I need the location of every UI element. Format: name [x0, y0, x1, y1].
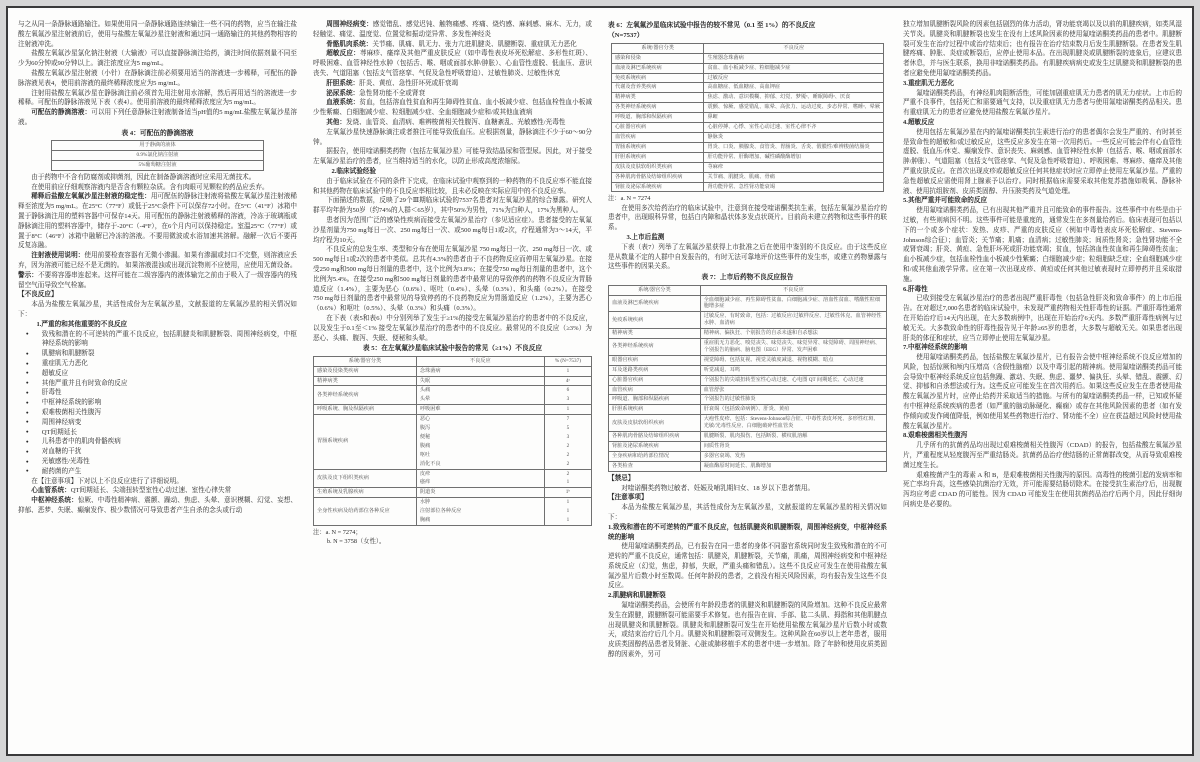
- category-cell: 心脏器官疾病: [609, 375, 701, 385]
- bullet-item: [18, 330, 297, 350]
- category-cell: 呼吸道、胸部和纵隔疾病: [611, 113, 704, 123]
- bullet-item: [18, 408, 297, 418]
- bullet-text: 致残和潜在的不可逆转的严重不良反应，包括肌腱炎和肌腱断裂、周围神经病变，中枢神经系统的影响: [41, 330, 297, 348]
- reaction-cell: 听觉减退、耳鸣: [700, 365, 886, 375]
- reaction-cell: 水肿: [416, 498, 544, 507]
- bullet-text: 重症肌无力恶化: [41, 360, 88, 368]
- reaction-cell: 关节痛、肌腱炎、肌痛、骨痛: [704, 172, 884, 182]
- percent-cell: 1: [544, 405, 591, 415]
- reaction-cell: 血管舒张: [700, 385, 886, 395]
- bullet-icon: ●: [25, 429, 29, 435]
- section-heading: 【注意事项】: [608, 494, 648, 502]
- bullet-text: 中枢神经系统的影响: [41, 399, 102, 407]
- table-note: 注：a. N = 7274；: [313, 529, 362, 537]
- bullet-text: 超敏反应: [41, 369, 69, 377]
- reaction-cell: 胃炎、口炎、胰腺炎、食管炎、胃肠炎、舌炎、假膜性/难辨梭菌结肠炎: [704, 142, 884, 152]
- bullet-text: 光敏感性/光毒性: [41, 458, 90, 465]
- bullet-item: [18, 349, 297, 359]
- column-header: 不良反应: [416, 356, 544, 366]
- section-heading: 【不良反应】: [18, 291, 58, 299]
- bullet-icon: ●: [25, 438, 29, 444]
- reaction-cell: 肌腱断裂、肌肉损伤、包括断裂、横纹肌溶解: [700, 432, 886, 442]
- column-layout: [8, 8, 1192, 754]
- category-cell: 耳及迷路类疾病: [609, 365, 701, 375]
- bullet-icon: ●: [25, 419, 29, 425]
- bullet-text: 艰难梭菌相关性腹泻: [41, 409, 102, 417]
- reaction-cell: 个别报告的尖端扭转型室性心动过速、心电图 QT 间期延长、心动过速: [700, 375, 886, 385]
- table-cell: 0.9%氯化钠注射液: [52, 151, 263, 161]
- reaction-cell: 全血细胞减少症、再生障碍性贫血、白细胞减少症、溶血性贫血、嗜酸性粒细胞增多症: [700, 295, 886, 312]
- paragraph-text: 与之从同一条静脉通路输注。如果使用同一条静脉通路连续输注一些不同的药物，应当在输注盐酸左氧氟沙星注射液前后，使用与盐酸左氧氟沙星注射液和通过同一通路输注的其他药物相容的注射液冲洗。: [18, 21, 297, 48]
- paragraph: [313, 314, 592, 343]
- column-1: [18, 20, 297, 754]
- reaction-cell: 阴道炎: [416, 488, 544, 498]
- paragraph: [18, 49, 297, 69]
- reaction-cell: 生殖器念珠菌病: [704, 53, 884, 63]
- percent-cell: 1: [544, 507, 591, 516]
- reaction-cell: 精神病、偏执狂、个别报告的自杀未遂和自杀想法: [700, 329, 886, 339]
- section-heading: 2.肌腱病和肌腱断裂: [608, 592, 666, 600]
- reaction-cell: 焦虑、激动、意识模糊、抑郁、幻觉、梦魇ᵃ、睡眠障碍ᵃ、厌食: [704, 93, 884, 103]
- bullet-icon: ●: [25, 370, 29, 376]
- reaction-cell: 头晕: [416, 395, 544, 404]
- paragraph: [903, 441, 1182, 470]
- drug-insert-page: [6, 6, 1194, 756]
- reaction-cell: 呼吸困难: [416, 405, 544, 415]
- paragraph: [903, 206, 1182, 284]
- paragraph: [18, 300, 297, 320]
- column-header: 系统/器官分类: [314, 356, 417, 366]
- category-cell: 生殖系统及乳腺疾病: [314, 488, 417, 498]
- paragraph: [313, 49, 592, 78]
- paragraph-text: 使用氟喹诺酮类药品，已有报告在同一患者的身体不同器官系统同时发生致残和潜在的不可逆转的严重不良反应，通常包括：肌腱炎，肌腱断裂，关节痛，肌痛，周围神经病变和中枢神经系统反应（幻觉，焦虑，抑郁，失眠，严重头痛和错乱）。这些不良反应可发生在使用盐酸左氧氟沙星片后数小时至数周。任何年龄段的患者，之前没有相关风险因素，均有报告发生这些不良反应。: [608, 543, 887, 590]
- column-2: [313, 20, 592, 754]
- percent-cell: 1: [544, 498, 591, 507]
- paragraph: [903, 471, 1182, 510]
- bullet-icon: ●: [25, 350, 29, 356]
- section-heading: 8.艰难梭菌相关性腹泻: [903, 432, 968, 440]
- bullet-text: 其他严重并且有时致命的反应: [41, 379, 128, 387]
- paragraph-text: 盐酸左氧氟沙星注射液（小针）在静脉滴注前必须要用适当的溶液进一步稀释，可配伍的静脉溶液见表4，使用前溶液的最终稀释浓度应为5 mg/mL。: [18, 69, 297, 87]
- reaction-cell: 鼻衄: [704, 113, 884, 123]
- category-cell: 精神病类: [314, 376, 417, 386]
- paragraph-text: 使用前要检查容器有无微小渗漏。如果有渗漏或封口不完整，则溶液应丢弃，因为溶液可能已经不是无菌的。 如果溶液混浊或出现沉淀物则不应使用，应使用无菌设备。: [18, 252, 298, 270]
- bullet-text: 肌腱病和肌腱断裂: [41, 350, 95, 358]
- bullet-text: 肝毒性: [41, 389, 62, 397]
- bullet-text: 对血糖的干扰: [41, 448, 82, 456]
- table-block: [608, 273, 887, 472]
- paragraph-text: 氟喹诺酮类药品，会使所有年龄段患者的肌腱炎和肌腱断裂的风险增加。这种不良反应最常发生在跟腱，跟腱断裂可能需要手术修复。也有报告在肩、手部、肱二头肌、拇指和其他肌腱点出现肌腱炎和肌腱断裂。肌腱炎和肌腱断裂可发生在开始使用盐酸左氧氟沙星片后数小时或数天，或结束治疗后几个月。肌腱炎和肌腱断裂可双侧发生。这种风险在60岁以上老年患者，服用皮质类固醇药品患者及肾脏、心脏或肺移植手术的患者中进一步增加。除了年龄和使用皮质类固醇的因素外，另可: [608, 602, 887, 659]
- paragraph-text: 独立增加肌腱断裂风险的因素包括剧烈的体力活动，肾功能衰竭以及以前的肌腱疾病，如类风湿关节炎。肌腱炎和肌腱断裂也发生在没有上述风险因素的使用氟喹诺酮类药品的患者中。肌腱断裂可发生在治疗过程中或治疗结束后；也有报告在治疗结束数月后发生肌腱断裂。在患者发生肌腱疼痛、肿胀、炎症或断裂后，应停止使用本品。在出现肌腱炎或肌腱断裂的迹象后，应建议患者休息，并与医生联系，换用非喹诺酮类药品。有肌腱疾病病史或发生过肌腱炎和肌腱断裂的患者应避免使用氟喹诺酮类药品。: [903, 21, 1182, 77]
- reaction-cell: 肾功能异常、急性肾功能衰竭: [704, 182, 884, 192]
- reaction-cell: 消化不良: [416, 460, 544, 469]
- category-cell: 全身性疾病及给药部位各种反应: [314, 498, 417, 526]
- table-cell: 5%葡萄糖注射液: [52, 160, 263, 170]
- section-heading: 5.其他严重并可能致命的反应: [903, 197, 988, 205]
- paragraph: [313, 20, 592, 40]
- percent-cell: 2: [544, 451, 591, 460]
- paragraph-lead: 警示：: [18, 271, 38, 279]
- reaction-cell: 便秘: [416, 433, 544, 442]
- paragraph-text: 使用氟喹诺酮类药品，包括盐酸左氧氟沙星片，已有报告会使中枢神经系统不良反应增加的风险，包括惊厥和颅内压增高（含假性脑瘤）以及中毒引起的精神病。使用氟喹诺酮类药品可能会导致中枢神经系统反应包括焦躁、激动、失眠、焦虑、噩梦、偏执狂、头晕、错乱、震颤、幻觉、抑郁和自杀想法或行为。这些反应可能发生在首次用药后。如果这些反应发生在患者使用盐酸左氧氟沙星片时，应停止给药并采取适当的措施。与所有的氟喹诺酮类药品一样，已知或怀疑有中枢神经系统疾病的患者（如严重的脑动脉硬化、癫痫）或存在其他风险因素的患者（如有发作倾向或发作阈值降低，例如使用某些药物进行治疗、肾功能不全）应在获益超过风险时使用盐酸左氧氟沙星片。: [903, 354, 1182, 430]
- paragraph-text: 惊厥、中毒性精神病、震颤、躁动、焦虑、头晕、意识模糊、幻觉、妄想、抑郁、恶梦、失眠、癫痫发作、极少数情况可导致患者产生自杀的念头或行动: [18, 497, 298, 514]
- paragraph-lead: 中枢神经系统：: [31, 497, 78, 505]
- percent-cell: 4ᵃ: [544, 376, 591, 386]
- bullet-icon: ●: [25, 468, 29, 474]
- reaction-cell: 腹泻: [416, 424, 544, 433]
- paragraph: [903, 353, 1182, 431]
- category-cell: 各类检查: [609, 461, 701, 471]
- column-4: [903, 20, 1182, 754]
- bullet-icon: ●: [25, 458, 29, 464]
- section-heading: 6.肝毒性: [903, 285, 928, 293]
- reaction-cell: 视觉障碍、包括复视、视觉灵敏度减退、视物模糊、暗点: [700, 355, 886, 365]
- paragraph-text: 左氧氟沙星快速静脉滴注或者推注可能导致低血压。应根据剂量，静脉滴注不少于60～90分钟。: [313, 128, 592, 146]
- percent-cell: 1: [544, 516, 591, 525]
- paragraph-text: 本品为盐酸左氧氟沙星，其活性成份为左氧氟沙星，文献报道的左氧氟沙星的相关情况如下：: [18, 301, 297, 319]
- category-cell: 各类神经系统疾病: [314, 386, 417, 405]
- table-note: b. N = 3758（女性）。: [326, 538, 386, 546]
- paragraph: [313, 118, 592, 128]
- column-header: 不良反应: [704, 43, 884, 53]
- category-cell: 感染和侵染: [611, 53, 704, 63]
- category-cell: 皮肤及皮肤软组织类疾病: [611, 162, 704, 172]
- paragraph-text: 关节痛、肌痛、肌无力、张力亢进肌腱炎、肌腱断裂、重症肌无力恶化: [372, 40, 577, 48]
- table-caption-line2: （N=7537）: [608, 32, 644, 40]
- category-cell: 血液及淋巴系统疾病: [611, 63, 704, 73]
- reaction-cell: 心脏停搏、心悸、室性心动过速、室性心律不齐: [704, 123, 884, 133]
- paragraph-lead: 超敏反应：: [326, 50, 360, 58]
- data-table: [611, 43, 884, 193]
- paragraph-lead: 可配伍的静滴溶液：: [31, 109, 92, 117]
- paragraph: [313, 89, 592, 99]
- table-caption: 表 5：在左氧氟沙星临床试验中报告的常见（≥1%）不良反应: [362, 345, 543, 353]
- paragraph: [313, 177, 592, 197]
- reaction-cell: 腹痛: [416, 442, 544, 451]
- paragraph-text: 在使用多次给药治疗的临床试验中，注意到在接受喹诺酮类抗生素，包括左氧氟沙星治疗的患者中，出现眼科异常，包括白内障和晶状体多发点状斑片。目前尚未建立药物和这些事件的联系。: [608, 204, 887, 232]
- bullet-item: [18, 437, 297, 447]
- paragraph: [313, 98, 592, 118]
- section-heading: 【禁忌】: [608, 474, 635, 482]
- paragraph: [608, 503, 887, 523]
- reaction-cell: 瘙痒: [416, 478, 544, 487]
- column-header: 不良反应: [700, 285, 886, 295]
- reaction-cell: 胸痛: [416, 516, 544, 525]
- bullet-item: [18, 388, 297, 398]
- reaction-cell: 失眠: [416, 376, 544, 386]
- paragraph: [608, 601, 887, 660]
- category-cell: 肾脏及泌尿系统疾病: [609, 442, 701, 452]
- paragraph-text: 在使用前应仔细观察溶液内是否含有颗粒杂质。含有肉眼可见颗粒的药品应丢弃。: [31, 183, 269, 191]
- paragraph: [903, 294, 1182, 343]
- category-cell: 胃肠系统疾病: [611, 142, 704, 152]
- bullet-item: [18, 359, 297, 369]
- paragraph-text: 下面描述的数据，反映了29个Ⅲ期临床试验的7537名患者对左氧氟沙星的综合暴露。研究人群平均年龄为50岁（约74%的人群＜65岁），其中50%为男性，71%为白种人，17%为黑种人。: [313, 197, 592, 215]
- paragraph-lead: 血液系统：: [326, 99, 360, 107]
- bullet-icon: ●: [25, 409, 29, 415]
- paragraph-lead: 稀释后盐酸左氧氟沙星注射液的稳定性：: [31, 193, 151, 201]
- reaction-cell: 贫血、血小板减少症、粒细胞减少症: [704, 63, 884, 73]
- category-cell: 各类神经系统疾病: [611, 103, 704, 113]
- table-caption: 表 6：左氧氟沙星临床试验中报告的较不常见（0.1 至 1%）的不良反应: [608, 22, 816, 29]
- paragraph: [608, 542, 887, 591]
- paragraph: [18, 496, 297, 516]
- bullet-item: [18, 418, 297, 428]
- paragraph-text: 盐酸左氧氟沙星氯化钠注射液（大输液）可以直接静脉滴注给药，滴注时间依据剂量不同至少为60分钟或90分钟以上。滴注浓度应为5 mg/mL。: [18, 50, 297, 68]
- category-cell: 血管疾病: [609, 385, 701, 395]
- category-cell: 血管疾病: [611, 132, 704, 142]
- bullet-icon: ●: [25, 399, 29, 405]
- category-cell: 呼吸系统、胸及纵隔疾病: [314, 405, 417, 415]
- paragraph: [608, 204, 887, 233]
- bullet-icon: ●: [25, 331, 29, 337]
- paragraph-text: 由于临床试验在不同的条件下完成，在临床试验中观察到的一种药物的不良反应率不能直接和其他药物在临床试验中的不良反应率相比较，且未必反映在实际应用中的不良反应率。: [313, 177, 592, 195]
- category-cell: 眼器官疾病: [609, 355, 701, 365]
- category-cell: 皮肤及皮下组织类疾病: [314, 469, 417, 488]
- bullet-icon: ●: [25, 380, 29, 386]
- reaction-cell: 头痛: [416, 386, 544, 395]
- paragraph: [903, 20, 1182, 79]
- bullet-text: 周围神经病变: [41, 418, 82, 426]
- paragraph: [313, 147, 592, 167]
- percent-cell: 3: [544, 395, 591, 404]
- paragraph-text: 几乎所有的抗菌药品均出现过艰难梭菌相关性腹泻（CDAD）的报告，包括盐酸左氧氟沙星片，严重程度从轻度腹泻至严重结肠炎。抗菌药品治疗使结肠的正常菌群改变，从而导致艰难梭菌过度生长。: [903, 442, 1182, 469]
- paragraph-text: 贫血，包括溶血性贫血和再生障碍性贫血、血小板减少症、包括血栓性血小板减少性紫癜、白细胞减少症、粒细胞减少症、全血细胞减少症和/或其他血液病: [313, 99, 592, 117]
- paragraph: [18, 89, 297, 109]
- paragraph: [608, 243, 887, 272]
- paragraph-lead: 心血管系统：: [31, 487, 71, 495]
- table-block: [313, 344, 592, 526]
- section-heading: 7.中枢神经系统的影响: [903, 344, 968, 352]
- category-cell: 胃肠系统疾病: [314, 415, 417, 469]
- category-cell: 皮肤及皮肤软组织疾病: [609, 415, 701, 432]
- percent-cell: 6: [544, 386, 591, 395]
- paragraph: [18, 486, 297, 496]
- reaction-cell: 多器官衰竭、发热: [700, 451, 886, 461]
- section-heading: 2.临床试验经验: [331, 167, 376, 175]
- reaction-cell: 间质性肾炎: [700, 442, 886, 452]
- section-heading: 1.致残和潜在的不可逆转的严重不良反应，包括肌腱炎和肌腱断裂，周围神经病变，中枢神经系统的影响: [608, 523, 887, 541]
- paragraph: [608, 484, 887, 494]
- percent-cell: 1ᵇ: [544, 488, 591, 498]
- percent-cell: 1: [544, 478, 591, 487]
- category-cell: 精神病类: [609, 329, 701, 339]
- reaction-cell: 过敏反应、有时致命，包括：过敏反应/过敏样反应、过敏性休克、血管神经性水肿、血清病: [700, 312, 886, 329]
- bullet-item: [18, 398, 297, 408]
- paragraph-text: 不良反应的总发生率、类型和分布在使用左氧氟沙星 750 mg每日一次、250 mg每日一次、或500 mg每日1或2次的患者中类似。总共有4.3%的患者由于不良药物反应而停用左氧氟沙星。在接受250 mg和500 mg每日剂量的患者中，这个比例为3.8%；在接受750 mg每日剂量的患者中，这个比例为5.4%。在接受250 mg和500 mg每日剂量的患者中最常见的导致停药的药物不良反应为胃肠道反应（1.4%），主要为恶心（0.6%）、呕吐（0.4%）、头晕（0.3%）、和头痛（0.2%）。在接受750 mg每日剂量的患者中最常见的导致停药的不良药物反应为胃肠道反应（1.2%），主要为恶心（0.6%）和呕吐（0.5%）、头晕（0.3%）和头痛（0.3%）。: [313, 246, 592, 313]
- paragraph: [18, 20, 297, 49]
- reaction-cell: 肝功能异常、肝酶增加、碱性磷酸酶增加: [704, 152, 884, 162]
- category-cell: 免疫系统疾病: [611, 73, 704, 83]
- reaction-cell: 念珠菌病: [416, 366, 544, 376]
- data-table: [608, 285, 887, 472]
- table-caption: 表 7：上市后药物不良反应报告: [701, 274, 794, 282]
- category-cell: 呼吸道、胸部和纵隔疾病: [609, 395, 701, 405]
- category-cell: 各类神经系统疾病: [609, 339, 701, 356]
- paragraph: [903, 89, 1182, 118]
- paragraph-text: 用可配伍的静脉注射液将盐酸左氧氟沙星注射液稀释至浓度为5 mg/mL。在25°C（77°F）或低于25°C条件下可以保存72小时。在5°C（41°F）冰箱中置于静脉滴注用的塑料容器中可保存14天。用可配伍的静脉注射液稀释的溶液，冷冻于玻璃瓶或静脉滴注用的塑料容器中，储存于-20°C（-4°F），在6个月内可以保持稳定。室温25°C（77°F）或置于8°C（46°F）冰箱中融解已冷冻的溶液。不要用微波或水浴加速其溶解。融解一次后不要再反复冻融。: [18, 193, 298, 250]
- percent-cell: 5: [544, 424, 591, 433]
- paragraph: [18, 183, 297, 193]
- paragraph-text: 已收到接受左氧氟沙星治疗的患者出现严重肝毒性（包括急性肝炎和致命事件）的上市后报告。在对超过7,000名患者的临床试验中，未发现严重药物相关性肝毒性的证据。严重肝毒性通常在开始治疗后14天内出现，在大多数病例中，出现在开始治疗6天内。多数严重肝毒性病例与过敏无关。大多数致命性的肝毒性报告见于年龄≥65岁的患者，大多数与超敏无关。如果患者出现肝炎的体征和症状，应当立即停止使用左氧氟沙星。: [903, 295, 1182, 342]
- bullet-item: [18, 428, 297, 438]
- category-cell: 肝胆系统疾病: [611, 152, 704, 162]
- column-header: 系统/器官分类: [609, 285, 701, 295]
- data-table: [313, 356, 592, 526]
- percent-cell: 7: [544, 415, 591, 424]
- paragraph-text: 急性肾功能不全或肾衰: [359, 89, 426, 97]
- category-cell: 免疫系统疾病: [609, 312, 701, 329]
- bullet-item: [18, 447, 297, 457]
- bullet-item: [18, 467, 297, 477]
- paragraph: [18, 192, 297, 251]
- paragraph-text: 荨麻疹、瘙痒及其他严重皮肤反应（如中毒性表皮坏死松解症、多形性红斑）、呼吸困难、血管神经性水肿（包括舌、喉、咽或面部水肿/肿胀）、心血管性虚脱、低血压、意识丧失、气道阻塞（包括支气管痉挛、气促及急性呼吸窘迫）、过敏性肺炎、过敏性休克: [313, 50, 592, 77]
- category-cell: 肾脏及泌尿系统疾病: [611, 182, 704, 192]
- data-table: [51, 140, 263, 171]
- column-3: [608, 20, 887, 754]
- paragraph: [313, 40, 592, 50]
- paragraph-text: 在【注意事项】下对以上不良反应进行了详细说明。: [31, 477, 183, 485]
- paragraph-text: 本品为盐酸左氧氟沙星，其活性成份为左氧氟沙星，文献报道的左氧氟沙星的相关情况如下：: [608, 504, 887, 521]
- reaction-cell: 高血糖症、低血糖症、高血钾症: [704, 83, 884, 93]
- paragraph-text: 使用氟喹诺酮类药品，已有出现其他严重并且可能致命的事件报告。这些事件中有些是由于过敏，有些则病因不明。这些事件可能是重度的，通常发生在多剂量给药后。临床表现可包括以下的一个或多个症状：发热、皮疹、严重的皮肤反应（例如中毒性表皮坏死松解症、Stevens-Johnson综合征）；血管炎；关节痛；肌痛；血清病；过敏性肺炎；间质性肾炎；急性肾功能不全或肾衰竭；肝炎、黄疸、急性肝坏死或肝功能衰竭；贫血，包括溶血性贫血和再生障碍性贫血；血小板减少症，包括血栓性血小板减少性紫癜；白细胞减少症；粒细胞缺乏症；全血细胞减少症和/或其他血液学异常。应在第一次出现皮疹、黄疸或任何其他过敏表现时立即停药并且采取措施。: [903, 207, 1182, 283]
- paragraph: [313, 216, 592, 245]
- percent-cell: 1: [544, 366, 591, 376]
- paragraph-lead: 其他：: [326, 118, 346, 126]
- category-cell: 代谢及营养类疾病: [611, 83, 704, 93]
- paragraph-text: 肝炎、黄疸、急性肝坏死或肝衰竭: [359, 79, 459, 87]
- paragraph-lead: 注射液使用说明：: [31, 252, 85, 260]
- paragraph-lead: 骨骼肌肉系统：: [326, 40, 373, 48]
- percent-cell: 2: [544, 460, 591, 469]
- paragraph-text: 由于药物中不含有防腐剂或抑菌剂，因此在制备静滴溶液时应采用无菌技术。: [31, 173, 256, 181]
- paragraph-lead: 肝胆系统：: [326, 79, 360, 87]
- category-cell: 感染及侵染类疾病: [314, 366, 417, 376]
- bullet-icon: ●: [25, 448, 29, 454]
- paragraph: [18, 173, 297, 183]
- section-heading: 3.重症肌无力恶化: [903, 79, 955, 87]
- bullet-item: [18, 369, 297, 379]
- table-caption: 表 4：可配伍的静滴溶液: [121, 129, 194, 137]
- paragraph: [18, 69, 297, 89]
- category-cell: 全身疾病和给药部位情况: [609, 451, 701, 461]
- section-heading: 4.超敏反应: [903, 118, 935, 126]
- paragraph-lead: 周围神经病变：: [326, 21, 373, 28]
- category-cell: 各种肌肉骨骼及结缔组织疾病: [609, 432, 701, 442]
- paragraph: [18, 271, 297, 291]
- reaction-cell: 过敏反应: [704, 73, 884, 83]
- category-cell: 各种肌肉骨骼及结缔组织疾病: [611, 172, 704, 182]
- reaction-cell: 注射部位各种反应: [416, 507, 544, 516]
- paragraph: [18, 477, 297, 487]
- table-block: [18, 129, 297, 171]
- percent-cell: 2: [544, 442, 591, 451]
- paragraph-text: 发烧、血管炎、血清病、难辨梭菌相关性腹泻、血糖紊乱、光敏感性/光毒性: [345, 118, 566, 126]
- paragraph-text: QT间期延长、尖端扭转型室性心动过速、室性心律失常: [70, 487, 232, 495]
- bullet-text: 耐药菌的产生: [41, 467, 82, 475]
- reaction-cell: 重症肌无力恶化、嗅觉丧失、味觉丧失、味觉异常、味觉障碍、周围神经病、个别报告的脑病、脑电图（EEG）异常、发声困难: [700, 339, 886, 356]
- bullet-text: QT间期延长: [41, 428, 77, 436]
- paragraph-text: 艰难梭菌产生的毒素 A 和 B，是艰难梭菌相关性腹泻的原因。高毒性的梭菌引起的发病率和死亡率均升高，这些感染抗菌治疗无效，并可能需要结肠切除术。在接受抗生素治疗后，出现腹泻均应考虑 CDAD 的可能性。因为 CDAD 可能发生在使用抗菌药品治疗后两个月，因此仔细询问病史是必要的。: [903, 471, 1182, 509]
- paragraph: [313, 245, 592, 314]
- paragraph: [903, 128, 1182, 197]
- paragraph-text: 在下表（表5和表6）中分别列举了发生于≥1%的接受左氧氟沙星治疗的患者中的不良反应，以及发生于0.1至＜1% 接受左氧氟沙星治疗的患者中的不良反应。最常见的不良反应（≥3%）为恶心、头痛、腹泻、失眠、便秘和头晕。: [313, 314, 592, 342]
- paragraph-text: 下表（表7）列举了左氧氟沙星获得上市批准之后在使用中鉴别的不良反应。由于这些反应是从数量不定的人群中自发报告的，有时无法可靠地评价这些事件的发生率，或建立药物暴露与这些事件的因果关系。: [608, 243, 887, 271]
- bullet-text: 儿科患者中的肌肉骨骼疾病: [41, 438, 121, 446]
- category-cell: 肝胆系统疾病: [609, 405, 701, 415]
- percent-cell: 3: [544, 433, 591, 442]
- reaction-cell: 呕吐: [416, 451, 544, 460]
- reaction-cell: 凝血酶原时间延长、肌酶增加: [700, 461, 886, 471]
- reaction-cell: 大疱性皮疹、包括：Stevens-Johnson综合征、中毒性表皮坏死、多形性红斑、光敏/光毒性反应、白细胞破碎性血管炎: [700, 415, 886, 432]
- paragraph-text: 感觉错乱、感觉迟钝、触物痛感、疼痛、烧灼感、麻刺感、麻木、无力，或轻触觉、痛觉、温度觉、位置觉和振动觉异常、多发性神经炎: [313, 21, 593, 38]
- bullet-item: [18, 379, 297, 389]
- paragraph: [18, 251, 297, 271]
- paragraph-lead: 泌尿系统：: [326, 89, 360, 97]
- reaction-cell: 皮疹: [416, 469, 544, 478]
- table-note: 注：a. N = 7274: [608, 195, 651, 203]
- paragraph-text: 氟喹诺酮类药品，有神经肌肉阻断活性，可能加剧重症肌无力患者的肌无力症状。上市后的严重不良事件，包括死亡和需要通气支持，以及重症肌无力患者与使用氟喹诺酮类药品相关。患有重症肌无力的患者应避免使用盐酸左氧氟沙星片。: [903, 89, 1182, 117]
- paragraph-text: 患者因为范围广泛的感染性疾病而接受左氧氟沙星治疗（参见适应症）。患者接受的左氧氟沙星剂量为750 mg每日一次、250 mg每日一次、或500 mg每日1或2次，疗程通常为3～14天，平均疗程为10天。: [313, 216, 592, 244]
- paragraph-text: 对喹诺酮类药物过敏者、妊娠及哺乳期妇女、18 岁以下患者禁用。: [621, 484, 815, 492]
- paragraph: [313, 196, 592, 216]
- paragraph-text: 使用包括左氧氟沙星在内的氟喹诺酮类抗生素进行治疗的患者偶尔会发生严重的、有时甚至是致命性的超敏和/或过敏反应，这些反应多发生在第一次用药后。一些反应可能会伴有心血管性虚脱、低血压/休克、癫痫发作、意识丧失、麻刺感、血管神经性水肿（包括舌、喉、咽或面部水肿/肿胀）、气道阻塞（包括支气管痉挛、气促及急性呼吸窘迫）、呼吸困难、荨麻疹、瘙痒及其他严重皮肤反应。在首次出现皮疹或超敏反应任何其他症状时应立即停止使用左氧氟沙星。严重的急性超敏反应需使用肾上腺素予以治疗。同时根据临床需要采取其他复苏措施如吸氧、静脉补液、使用抗组胺剂、皮质类固醇、升压胺类药及气道处理。: [903, 128, 1182, 195]
- category-cell: 心脏器官疾病: [611, 123, 704, 133]
- percent-cell: 2: [544, 469, 591, 478]
- column-header: 用于静滴的液体: [52, 141, 263, 151]
- bullet-item: [18, 457, 297, 467]
- section-heading: 3.上市后监测: [626, 234, 665, 241]
- paragraph-text: 据报告，使用喹诺酮类药物（包括左氧氟沙星）可能导致结晶尿和管型尿。因此，对于接受左氧氟沙星治疗的患者，应当维持适当的水化，以防止形成高度浓缩尿。: [313, 148, 592, 166]
- paragraph-text: 不要将容器串连起来。这样可能在二级容器内的液体输完之前由于吸入了一级容器内的残留空气而导致空气栓塞。: [18, 271, 298, 289]
- reaction-cell: 肝衰竭（包括致命病例）、肝炎、黄疸: [700, 405, 886, 415]
- paragraph: [313, 128, 592, 148]
- paragraph-text: 注射用盐酸左氧氟沙星在静脉滴注前必须首先用注射用水溶解，然后再用适当的溶液进一步稀释。可配伍的静脉溶液见下表（表4）。使用前溶液的最终稀释浓度应为5 mg/mL。: [18, 89, 297, 107]
- reaction-cell: 恶心: [416, 415, 544, 424]
- table-block: [608, 21, 887, 192]
- bullet-icon: ●: [25, 389, 29, 395]
- column-header: % (N=7537): [544, 356, 591, 366]
- column-header: 系统/器官分类: [611, 43, 704, 53]
- reaction-cell: 个别报告的过敏性肺炎: [700, 395, 886, 405]
- paragraph: [18, 108, 297, 128]
- reaction-cell: 荨麻疹: [704, 162, 884, 172]
- category-cell: 精神病类: [611, 93, 704, 103]
- reaction-cell: 静脉炎: [704, 132, 884, 142]
- category-cell: 血液及淋巴系统疾病: [609, 295, 701, 312]
- paragraph: [313, 79, 592, 89]
- bullet-icon: ●: [25, 360, 29, 366]
- section-heading: 1.严重的和其他重要的不良反应: [36, 320, 128, 328]
- paragraph-text: 可以用下列任意静脉注射液制备适当pH值的5 mg/mL盐酸左氧氟沙星溶液。: [18, 109, 298, 126]
- reaction-cell: 震颤、惊厥、感觉错乱、眩晕、高张力、运动过度、步态异常、嗜睡ᵃ、晕厥: [704, 103, 884, 113]
